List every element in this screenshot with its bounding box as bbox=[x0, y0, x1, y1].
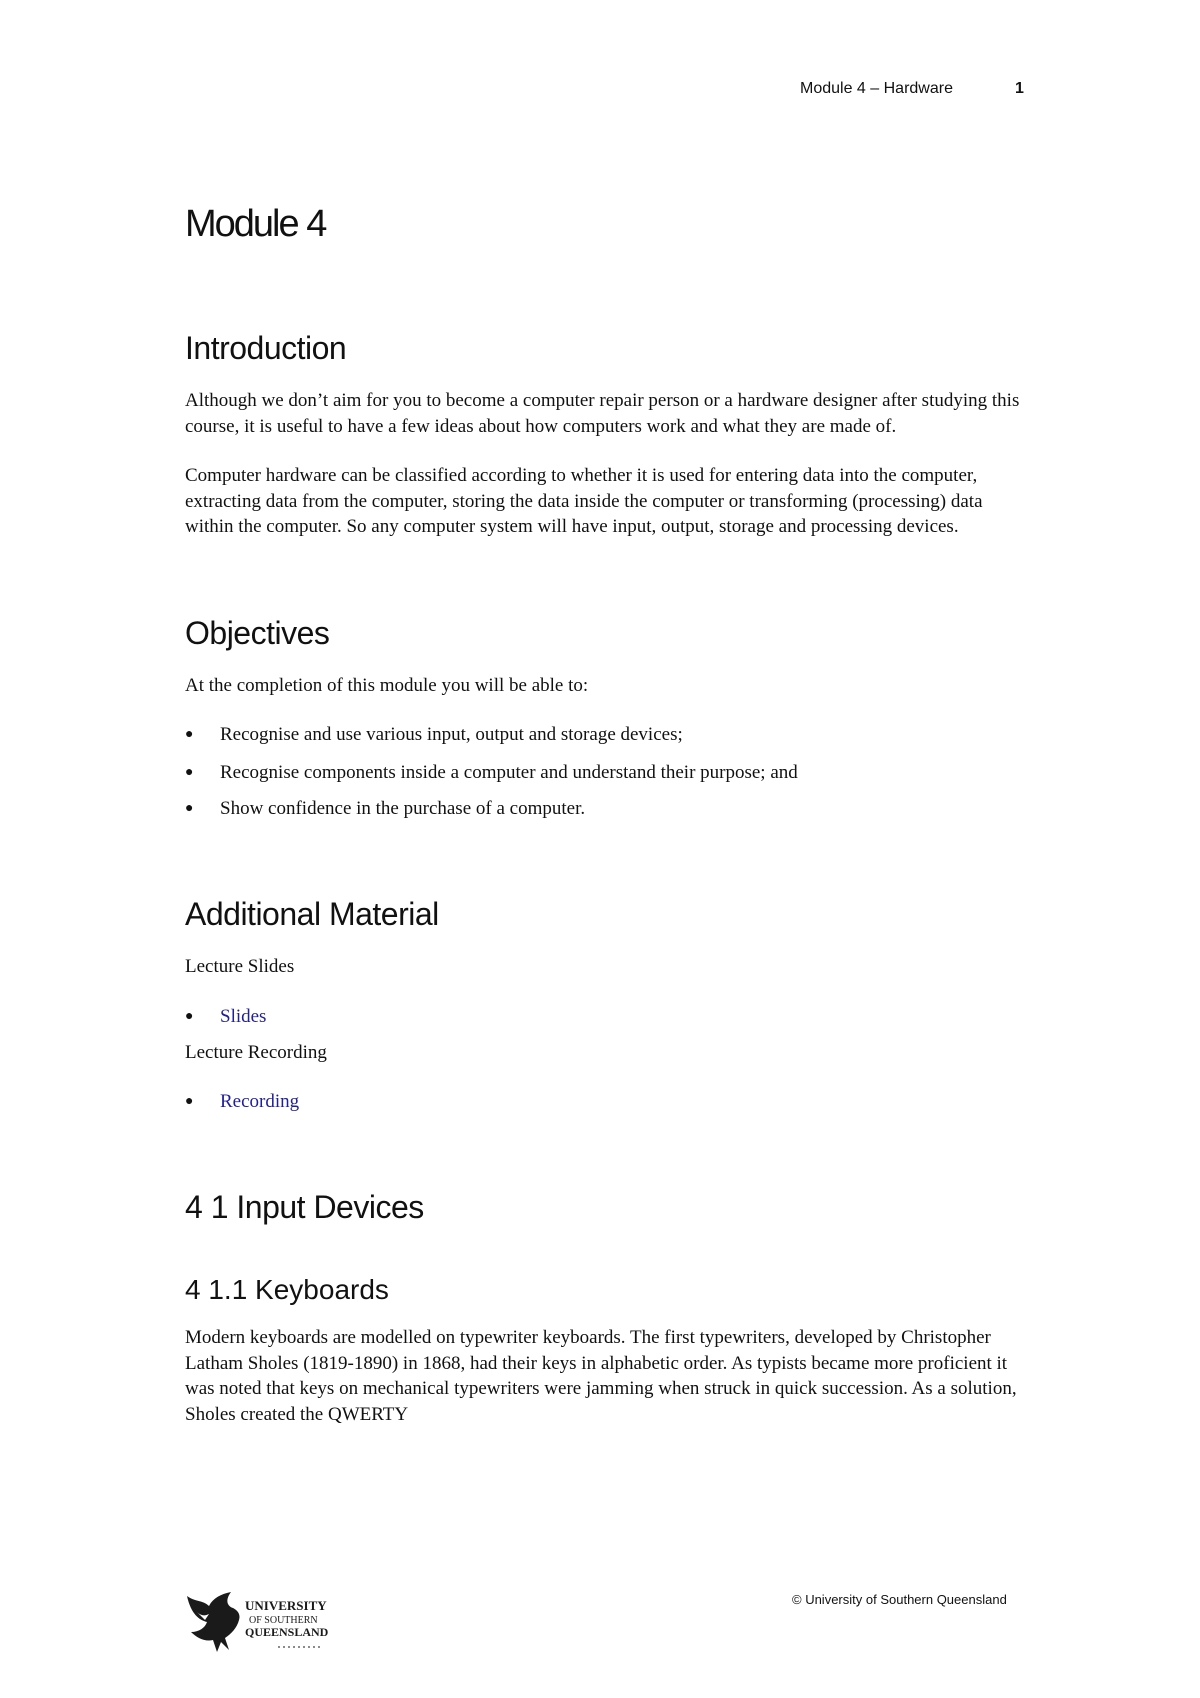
running-header: Module 4 – Hardware bbox=[800, 80, 953, 97]
lecture-recording-label: Lecture Recording bbox=[185, 1041, 327, 1063]
bullet-icon: ● bbox=[185, 1094, 194, 1109]
slides-list bbox=[185, 1004, 1025, 1029]
list-item-text: Show confidence in the purchase of a computer. bbox=[220, 798, 586, 819]
list-item-text: Recognise components inside a computer and understand their purpose; and bbox=[220, 762, 798, 783]
logo-text-line-2: OF SOUTHERN bbox=[249, 1615, 318, 1626]
introduction-paragraph-1: Although we don’t aim for you to become a computer repair person or a hardware designer after studying this course, it is useful to have a few ideas about how computers work and what they are made of. bbox=[185, 390, 1020, 437]
input-devices-section bbox=[185, 1187, 1025, 1427]
bullet-icon: ● bbox=[185, 765, 194, 780]
list-item-text: Recognise and use various input, output and storage devices; bbox=[220, 724, 683, 745]
additional-material-section bbox=[185, 894, 1025, 1114]
keyboards-paragraph: Modern keyboards are modelled on typewriter keyboards. The first typewriters, developed by Christopher Latham Sholes (1819-1890) in 1868, had their keys in alphabetic order. As typists became more proficient it was noted that keys on mechanical typewriters were jamming when struck in quick succession. As a solution, Sholes created the QWERTY bbox=[185, 1327, 1017, 1425]
page-content bbox=[185, 200, 1025, 1427]
list-item bbox=[185, 1089, 1025, 1114]
bullet-icon: ● bbox=[185, 727, 194, 742]
page-title: Module 4 bbox=[185, 203, 326, 245]
objectives-intro: At the completion of this module you will be able to: bbox=[185, 674, 589, 696]
objectives-heading: Objectives bbox=[185, 614, 330, 651]
introduction-heading: Introduction bbox=[185, 330, 347, 366]
recording-list bbox=[185, 1089, 1025, 1114]
introduction-paragraph-2: Computer hardware can be classified according to whether it is used for entering data into the computer, extracting data from the computer, storing the data inside the computer or transforming (processing) data within the computer. So any computer system will have input, output, storage and processing devices. bbox=[185, 465, 983, 537]
page-number: 1 bbox=[1015, 80, 1024, 97]
slides-link[interactable]: Slides bbox=[220, 1005, 267, 1027]
objectives-section bbox=[185, 613, 1025, 822]
university-logo bbox=[183, 1590, 338, 1655]
list-item bbox=[185, 796, 1025, 821]
lecture-slides-label: Lecture Slides bbox=[185, 956, 295, 977]
bullet-icon: ● bbox=[185, 1008, 194, 1024]
list-item bbox=[185, 1004, 1025, 1029]
footer-copyright: © University of Southern Queensland bbox=[792, 1592, 1007, 1607]
additional-material-heading: Additional Material bbox=[185, 896, 439, 932]
introduction-section bbox=[185, 328, 1025, 540]
logo-text-line-1: UNIVERSITY bbox=[245, 1598, 327, 1613]
phoenix-icon bbox=[187, 1592, 240, 1652]
objectives-list bbox=[185, 722, 1025, 821]
bullet-icon: ● bbox=[185, 801, 194, 816]
recording-link[interactable]: Recording bbox=[220, 1091, 300, 1112]
list-item bbox=[185, 722, 1025, 747]
keyboards-heading: 4 1.1 Keyboards bbox=[185, 1274, 389, 1305]
input-devices-heading: 4 1 Input Devices bbox=[185, 1189, 424, 1225]
logo-text-line-3: QUEENSLAND bbox=[245, 1625, 329, 1639]
list-item bbox=[185, 760, 1025, 785]
